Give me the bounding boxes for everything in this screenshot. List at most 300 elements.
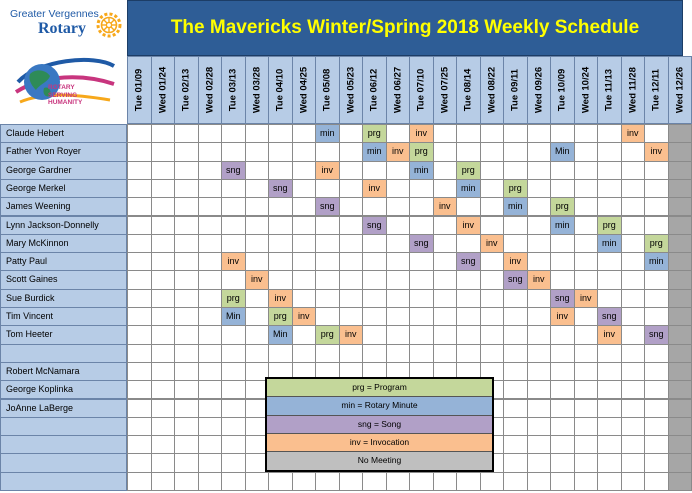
schedule-cell (433, 252, 458, 271)
schedule-cell (644, 472, 669, 491)
schedule-cell (480, 179, 505, 198)
schedule-cell (151, 142, 176, 161)
schedule-cell (597, 453, 622, 472)
schedule-cell (433, 325, 458, 344)
schedule-cell (292, 234, 317, 253)
rsh-line: HUMANITY (48, 99, 83, 106)
schedule-cell (597, 344, 622, 363)
schedule-cell (527, 289, 552, 308)
schedule-cell: min (362, 142, 387, 161)
schedule-cell (245, 472, 270, 491)
schedule-cell (597, 270, 622, 289)
schedule-cell (315, 216, 340, 235)
schedule-cell (362, 344, 387, 363)
schedule-cell: Min (221, 307, 246, 326)
schedule-cell (198, 270, 223, 289)
schedule-cell (574, 270, 599, 289)
schedule-cell (174, 472, 199, 491)
schedule-cell (409, 216, 434, 235)
member-name: Lynn Jackson-Donnelly (0, 216, 127, 235)
schedule-cell: Min (550, 142, 575, 161)
schedule-cell: prg (456, 161, 481, 180)
schedule-cell (198, 380, 223, 399)
schedule-cell (292, 472, 317, 491)
rotary-serving-humanity-text (48, 84, 82, 107)
schedule-cell: sng (456, 252, 481, 271)
schedule-cell (245, 252, 270, 271)
schedule-cell (315, 344, 340, 363)
schedule-cell (127, 124, 152, 143)
schedule-cell (503, 161, 528, 180)
schedule-cell: inv (621, 124, 646, 143)
schedule-cell (597, 252, 622, 271)
schedule-cell (198, 325, 223, 344)
date-label: Tue 10/09 (556, 68, 568, 112)
schedule-cell (198, 307, 223, 326)
schedule-cell: Min (268, 325, 293, 344)
schedule-cell (127, 380, 152, 399)
schedule-cell: inv (268, 289, 293, 308)
schedule-cell (456, 197, 481, 216)
schedule-cell (550, 325, 575, 344)
schedule-cell (127, 325, 152, 344)
page-title: The Mavericks Winter/Spring 2018 Weekly Schedule (170, 17, 640, 38)
date-label: Tue 09/11 (509, 68, 521, 112)
schedule-cell (245, 161, 270, 180)
date-column-header (198, 56, 223, 124)
schedule-cell (644, 161, 669, 180)
schedule-cell (151, 344, 176, 363)
schedule-cell (245, 289, 270, 308)
schedule-cell (386, 161, 411, 180)
schedule-cell (127, 270, 152, 289)
schedule-cell (597, 435, 622, 454)
schedule-cell (597, 197, 622, 216)
schedule-cell (621, 252, 646, 271)
schedule-cell (480, 307, 505, 326)
schedule-cell (339, 161, 364, 180)
schedule-cell (668, 197, 692, 216)
schedule-cell (668, 344, 692, 363)
schedule-cell (221, 270, 246, 289)
schedule-cell (339, 142, 364, 161)
schedule-cell: prg (550, 197, 575, 216)
schedule-cell (245, 307, 270, 326)
schedule-cell (480, 142, 505, 161)
schedule-cell (574, 453, 599, 472)
schedule-cell (198, 453, 223, 472)
schedule-cell (550, 435, 575, 454)
legend (265, 377, 494, 472)
date-column-header (127, 56, 152, 124)
schedule-cell (668, 216, 692, 235)
schedule-cell (433, 216, 458, 235)
schedule-cell (574, 161, 599, 180)
schedule-cell: sng (221, 161, 246, 180)
schedule-cell (480, 472, 505, 491)
schedule-cell (480, 289, 505, 308)
schedule-cell (198, 399, 223, 418)
schedule-cell (480, 270, 505, 289)
schedule-cell (174, 289, 199, 308)
schedule-cell: prg (315, 325, 340, 344)
schedule-cell (503, 362, 528, 381)
schedule-cell (198, 179, 223, 198)
schedule-cell (198, 252, 223, 271)
schedule-cell (221, 234, 246, 253)
schedule-cell: inv (339, 325, 364, 344)
member-name: Sue Burdick (0, 289, 127, 308)
schedule-cell (127, 234, 152, 253)
schedule-cell (503, 380, 528, 399)
schedule-cell (644, 216, 669, 235)
schedule-cell (621, 142, 646, 161)
schedule-cell (245, 344, 270, 363)
schedule-cell (456, 270, 481, 289)
schedule-cell (362, 472, 387, 491)
schedule-cell (127, 307, 152, 326)
schedule-cell (268, 234, 293, 253)
date-label: Wed 04/25 (298, 66, 310, 114)
schedule-cell (668, 380, 692, 399)
member-name (0, 417, 127, 436)
schedule-cell (503, 325, 528, 344)
schedule-cell (668, 399, 692, 418)
schedule-cell (151, 325, 176, 344)
schedule-cell (127, 179, 152, 198)
club-name: Greater Vergennes (10, 8, 99, 20)
date-label: Wed 12/26 (674, 66, 686, 114)
schedule-cell (268, 344, 293, 363)
schedule-cell (362, 307, 387, 326)
schedule-cell (409, 289, 434, 308)
schedule-cell (386, 252, 411, 271)
schedule-cell (362, 161, 387, 180)
schedule-cell: sng (550, 289, 575, 308)
date-column-header (550, 56, 575, 124)
schedule-cell: prg (503, 179, 528, 198)
schedule-cell (456, 142, 481, 161)
schedule-cell (174, 142, 199, 161)
date-column-header (339, 56, 364, 124)
schedule-cell (245, 179, 270, 198)
schedule-cell (174, 307, 199, 326)
rsh-line: SERVING (48, 91, 78, 99)
date-label: Wed 01/24 (157, 66, 169, 114)
schedule-cell (644, 417, 669, 436)
schedule-cell (668, 453, 692, 472)
schedule-cell (198, 435, 223, 454)
schedule-cell (433, 161, 458, 180)
schedule-cell (174, 399, 199, 418)
schedule-cell (433, 124, 458, 143)
schedule-cell (668, 435, 692, 454)
member-name: Patty Paul (0, 252, 127, 271)
member-name (0, 453, 127, 472)
date-column-header (503, 56, 528, 124)
date-label: Wed 05/23 (345, 66, 357, 114)
schedule-cell (127, 472, 152, 491)
schedule-cell (339, 234, 364, 253)
schedule-cell (386, 197, 411, 216)
schedule-cell (151, 270, 176, 289)
schedule-cell (550, 179, 575, 198)
schedule-cell (621, 179, 646, 198)
schedule-cell: inv (245, 270, 270, 289)
date-column-header (574, 56, 599, 124)
schedule-cell (268, 216, 293, 235)
schedule-cell (550, 399, 575, 418)
schedule-cell (574, 216, 599, 235)
schedule-cell (386, 472, 411, 491)
schedule-cell (315, 252, 340, 271)
schedule-cell (621, 472, 646, 491)
schedule-cell (151, 472, 176, 491)
date-label: Wed 09/26 (533, 66, 545, 114)
schedule-cell (668, 289, 692, 308)
schedule-cell (221, 435, 246, 454)
schedule-cell (550, 362, 575, 381)
schedule-cell (221, 216, 246, 235)
schedule-cell (456, 325, 481, 344)
schedule-cell (198, 142, 223, 161)
schedule-cell: sng (644, 325, 669, 344)
schedule-cell (174, 325, 199, 344)
schedule-cell (480, 124, 505, 143)
schedule-cell (527, 161, 552, 180)
schedule-cell (574, 124, 599, 143)
date-label: Tue 04/10 (274, 68, 286, 112)
schedule-cell (198, 344, 223, 363)
schedule-cell (527, 362, 552, 381)
schedule-cell (386, 344, 411, 363)
schedule-cell (174, 179, 199, 198)
schedule-cell (221, 325, 246, 344)
schedule-cell (127, 289, 152, 308)
date-column-header (268, 56, 293, 124)
schedule-cell (621, 453, 646, 472)
schedule-cell (574, 179, 599, 198)
schedule-cell (527, 399, 552, 418)
schedule-cell (621, 289, 646, 308)
schedule-cell (339, 344, 364, 363)
schedule-cell (409, 472, 434, 491)
schedule-cell (339, 270, 364, 289)
schedule-cell (597, 417, 622, 436)
schedule-cell (550, 417, 575, 436)
schedule-cell: inv (456, 216, 481, 235)
schedule-cell (668, 252, 692, 271)
schedule-cell (433, 307, 458, 326)
schedule-cell (503, 472, 528, 491)
schedule-cell: prg (597, 216, 622, 235)
schedule-cell (221, 380, 246, 399)
schedule-cell (245, 216, 270, 235)
member-name: Tom Heeter (0, 325, 127, 344)
date-label: Wed 06/27 (392, 66, 404, 114)
date-column-header (597, 56, 622, 124)
schedule-cell (362, 289, 387, 308)
schedule-cell (644, 270, 669, 289)
schedule-cell (245, 142, 270, 161)
schedule-cell (292, 142, 317, 161)
date-label: Tue 01/09 (133, 68, 145, 112)
schedule-cell (574, 380, 599, 399)
schedule-cell (151, 161, 176, 180)
schedule-cell (503, 344, 528, 363)
schedule-cell (597, 472, 622, 491)
schedule-cell (315, 289, 340, 308)
schedule-cell (527, 179, 552, 198)
schedule-cell (315, 270, 340, 289)
schedule-cell: sng (362, 216, 387, 235)
schedule-cell (409, 307, 434, 326)
schedule-cell (668, 362, 692, 381)
schedule-cell (527, 142, 552, 161)
schedule-cell (198, 417, 223, 436)
schedule-cell (597, 362, 622, 381)
schedule-cell: inv (597, 325, 622, 344)
schedule-cell (221, 472, 246, 491)
member-name (0, 435, 127, 454)
schedule-cell (386, 289, 411, 308)
schedule-cell (362, 325, 387, 344)
schedule-cell (151, 380, 176, 399)
schedule-cell (198, 124, 223, 143)
schedule-cell (198, 197, 223, 216)
schedule-cell (644, 197, 669, 216)
schedule-cell (292, 216, 317, 235)
schedule-cell: inv (433, 197, 458, 216)
date-column-header (480, 56, 505, 124)
schedule-cell (174, 197, 199, 216)
legend-item-inv: inv = Invocation (267, 434, 492, 452)
schedule-cell (386, 325, 411, 344)
schedule-cell (433, 142, 458, 161)
schedule-cell (221, 142, 246, 161)
schedule-cell (433, 472, 458, 491)
schedule-cell (480, 252, 505, 271)
schedule-cell (409, 179, 434, 198)
schedule-cell: min (315, 124, 340, 143)
schedule-cell (597, 179, 622, 198)
schedule-cell (339, 472, 364, 491)
schedule-cell (292, 161, 317, 180)
schedule-cell (527, 453, 552, 472)
schedule-cell (527, 234, 552, 253)
schedule-cell (621, 197, 646, 216)
member-name (0, 472, 127, 491)
schedule-cell (668, 124, 692, 143)
schedule-cell (574, 325, 599, 344)
schedule-cell: min (409, 161, 434, 180)
schedule-cell (127, 435, 152, 454)
schedule-cell (292, 325, 317, 344)
schedule-cell: inv (574, 289, 599, 308)
schedule-cell (339, 307, 364, 326)
schedule-cell (151, 453, 176, 472)
schedule-cell (644, 453, 669, 472)
schedule-cell (550, 344, 575, 363)
date-label: Tue 03/13 (227, 68, 239, 112)
date-column-header (221, 56, 246, 124)
schedule-cell (127, 142, 152, 161)
schedule-cell: inv (644, 142, 669, 161)
schedule-cell (292, 179, 317, 198)
schedule-cell (550, 161, 575, 180)
date-label: Wed 08/22 (486, 66, 498, 114)
schedule-cell (574, 234, 599, 253)
schedule-cell (480, 197, 505, 216)
schedule-cell (456, 234, 481, 253)
schedule-cell (198, 362, 223, 381)
schedule-cell (480, 216, 505, 235)
schedule-cell: prg (409, 142, 434, 161)
schedule-cell: prg (644, 234, 669, 253)
schedule-cell (292, 197, 317, 216)
member-name: Tim Vincent (0, 307, 127, 326)
legend-item-nomeet: No Meeting (267, 452, 492, 470)
date-label: Tue 12/11 (650, 68, 662, 112)
schedule-cell (550, 472, 575, 491)
schedule-cell (221, 362, 246, 381)
schedule-cell: prg (221, 289, 246, 308)
schedule-cell (456, 124, 481, 143)
schedule-cell: inv (409, 124, 434, 143)
schedule-cell (480, 161, 505, 180)
schedule-cell (621, 216, 646, 235)
schedule-cell (503, 435, 528, 454)
member-name (0, 344, 127, 363)
schedule-cell (127, 399, 152, 418)
schedule-cell (621, 435, 646, 454)
date-label: Wed 03/28 (251, 66, 263, 114)
schedule-cell (574, 142, 599, 161)
schedule-cell (198, 472, 223, 491)
schedule-cell (174, 270, 199, 289)
schedule-cell (621, 161, 646, 180)
schedule-cell (174, 380, 199, 399)
schedule-cell: sng (503, 270, 528, 289)
schedule-cell: inv (292, 307, 317, 326)
date-label: Tue 07/10 (415, 68, 427, 112)
date-column-header (433, 56, 458, 124)
schedule-cell (527, 325, 552, 344)
schedule-cell (409, 344, 434, 363)
date-label: Tue 11/13 (603, 68, 615, 112)
schedule-cell (527, 197, 552, 216)
schedule-cell (621, 344, 646, 363)
schedule-cell (127, 197, 152, 216)
schedule-cell (527, 472, 552, 491)
club-logo (0, 0, 127, 124)
schedule-cell (597, 124, 622, 143)
schedule-cell (503, 124, 528, 143)
member-name: Mary McKinnon (0, 234, 127, 253)
schedule-cell (668, 179, 692, 198)
schedule-cell (644, 289, 669, 308)
schedule-cell (268, 472, 293, 491)
schedule-cell (503, 216, 528, 235)
schedule-cell (221, 179, 246, 198)
schedule-cell (621, 234, 646, 253)
schedule-cell (456, 289, 481, 308)
schedule-cell (550, 234, 575, 253)
schedule-cell (621, 270, 646, 289)
schedule-cell (268, 124, 293, 143)
schedule-cell (644, 435, 669, 454)
schedule-cell (245, 325, 270, 344)
